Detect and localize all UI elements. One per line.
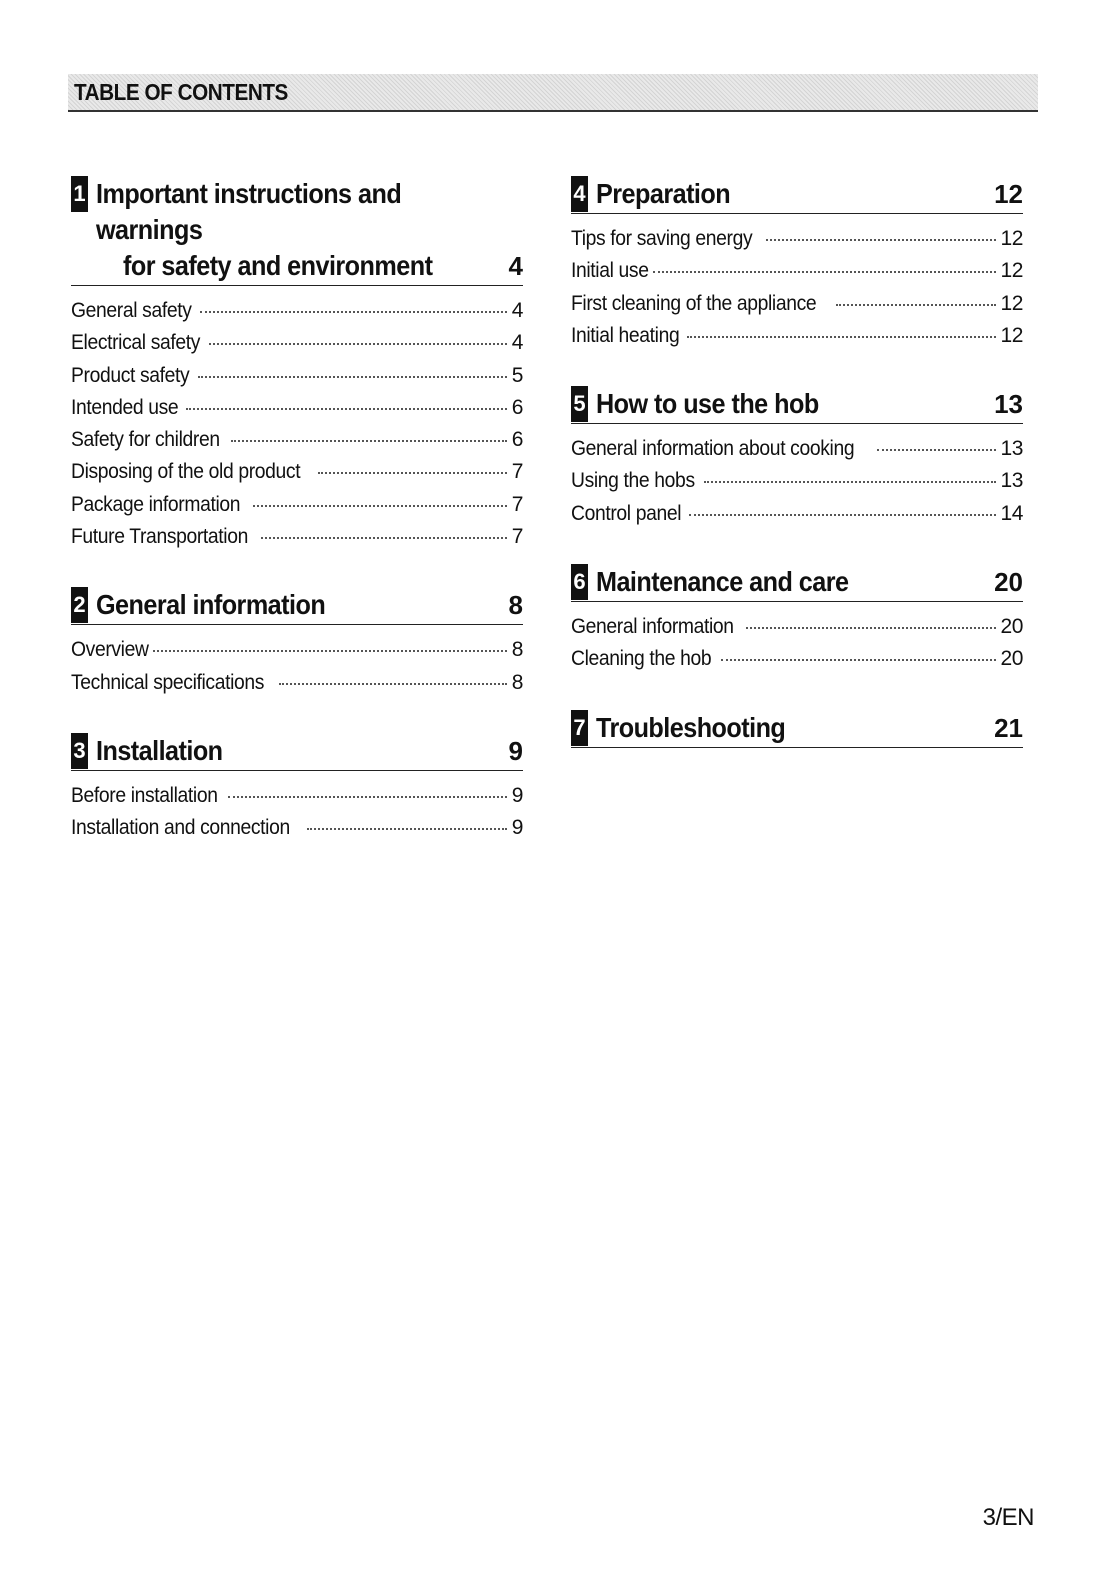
toc-entry-page: 12 <box>1000 291 1023 315</box>
dot-leader <box>689 514 997 516</box>
section-page-number: 20 <box>994 567 1023 598</box>
toc-entry[interactable] <box>71 816 523 848</box>
section-title <box>596 176 954 212</box>
toc-entry-page: 9 <box>511 783 523 807</box>
toc-section-1 <box>71 176 523 557</box>
dot-leader <box>746 627 997 629</box>
dot-leader <box>307 828 507 830</box>
section-title <box>596 386 954 422</box>
page-number: 3/EN <box>982 1504 1034 1531</box>
toc-entry[interactable] <box>571 437 1023 469</box>
toc-section-7 <box>571 710 1023 748</box>
toc-entry-page: 12 <box>1000 323 1023 347</box>
toc-entry-page: 13 <box>1000 469 1023 493</box>
toc-entry-label: Intended use <box>71 395 179 419</box>
toc-entry-label: Electrical safety <box>71 331 201 355</box>
toc-entry-page: 20 <box>1000 647 1023 671</box>
toc-entry[interactable] <box>571 647 1023 679</box>
toc-section-6 <box>571 564 1023 680</box>
toc-entry[interactable] <box>71 364 523 396</box>
toc-entry-page: 7 <box>511 492 523 516</box>
toc-entry-page: 8 <box>511 670 523 694</box>
section-number-badge: 6 <box>571 564 588 600</box>
toc-column-left <box>71 176 523 879</box>
toc-entry-label: Future Transportation <box>71 525 248 549</box>
toc-entry-page: 9 <box>511 816 523 840</box>
toc-section-4 <box>571 176 1023 356</box>
dot-leader <box>721 659 996 661</box>
section-title <box>96 587 467 623</box>
toc-entry[interactable] <box>71 396 523 428</box>
toc-entry-page: 12 <box>1000 227 1023 250</box>
toc-section-2 <box>71 587 523 703</box>
toc-entry[interactable] <box>571 324 1023 356</box>
dot-leader <box>200 311 507 313</box>
dot-leader <box>653 271 996 273</box>
dot-leader <box>836 304 997 306</box>
dot-leader <box>198 376 507 378</box>
dot-leader <box>318 472 507 474</box>
section-heading[interactable] <box>71 733 523 771</box>
toc-entry[interactable] <box>71 671 523 703</box>
toc-entry-page: 7 <box>511 460 523 484</box>
section-title-line1: Preparation <box>596 178 731 209</box>
toc-entry[interactable] <box>571 615 1023 647</box>
dot-leader <box>209 343 507 345</box>
toc-entry-page: 7 <box>511 525 523 549</box>
dot-leader <box>279 683 507 685</box>
section-title <box>596 564 954 600</box>
section-number-badge: 4 <box>571 176 588 212</box>
toc-entry-label: First cleaning of the appliance <box>571 291 817 315</box>
toc-entry-label: General information <box>571 615 734 639</box>
toc-entry-label: Disposing of the old product <box>71 460 301 484</box>
toc-entry[interactable] <box>571 259 1023 291</box>
toc-entry[interactable] <box>71 299 523 331</box>
toc-entry-label: Product safety <box>71 363 190 387</box>
toc-entry-label: Safety for children <box>71 428 220 452</box>
toc-entry-label: Initial use <box>571 259 649 283</box>
section-number-badge: 1 <box>71 176 88 212</box>
toc-entry-page: 4 <box>511 331 523 355</box>
toc-entry-label: Tips for saving energy <box>571 227 753 250</box>
section-title <box>96 733 467 769</box>
section-heading[interactable] <box>571 710 1023 748</box>
dot-leader <box>687 336 997 338</box>
toc-entry-label: General safety <box>71 299 192 322</box>
toc-entry[interactable] <box>71 428 523 460</box>
section-page-number: 8 <box>508 590 523 621</box>
dot-leader <box>704 481 997 483</box>
toc-entry[interactable] <box>71 784 523 816</box>
section-number-badge: 5 <box>571 386 588 422</box>
section-heading[interactable] <box>71 176 523 286</box>
toc-entry-page: 12 <box>1000 259 1023 283</box>
toc-entry-label: Cleaning the hob <box>571 647 712 671</box>
toc-section-3 <box>71 733 523 849</box>
dot-leader <box>766 239 996 241</box>
section-page-number: 9 <box>508 735 523 766</box>
toc-entry[interactable] <box>71 493 523 525</box>
toc-entry-page: 13 <box>1000 437 1023 461</box>
toc-entry[interactable] <box>571 469 1023 501</box>
dot-leader <box>228 796 507 798</box>
toc-entry-label: Before installation <box>71 783 218 807</box>
section-number-badge: 3 <box>71 733 88 769</box>
section-title-line1: Important instructions and warnings <box>96 178 402 245</box>
toc-entry-label: Initial heating <box>571 323 680 347</box>
section-number-badge: 7 <box>571 710 588 746</box>
section-page-number: 21 <box>994 712 1023 743</box>
toc-header-bar <box>68 74 1038 112</box>
toc-entry[interactable] <box>71 460 523 492</box>
toc-entry-page: 6 <box>511 395 523 419</box>
toc-entry-label: General information about cooking <box>571 437 855 461</box>
section-page-number: 12 <box>994 179 1023 209</box>
section-heading[interactable] <box>71 587 523 625</box>
toc-entry-page: 8 <box>511 638 523 662</box>
section-title-line1: How to use the hob <box>596 388 819 420</box>
toc-entry-page: 6 <box>511 428 523 452</box>
dot-leader <box>253 505 507 507</box>
section-page-number: 4 <box>508 251 523 281</box>
toc-entry-label: Using the hobs <box>571 469 695 493</box>
section-title-line1: General information <box>96 589 326 621</box>
toc-entry-label: Control panel <box>571 501 682 525</box>
toc-entry-page: 14 <box>1000 501 1023 525</box>
toc-entry-label: Overview <box>71 638 149 662</box>
toc-entry[interactable] <box>571 227 1023 259</box>
toc-entry-label: Technical specifications <box>71 670 265 694</box>
toc-entry[interactable] <box>571 502 1023 534</box>
section-page-number: 13 <box>994 389 1023 420</box>
section-heading[interactable] <box>571 564 1023 602</box>
dot-leader <box>877 449 997 451</box>
toc-entry-page: 20 <box>1000 615 1023 639</box>
toc-entry[interactable] <box>571 292 1023 324</box>
section-number-badge: 2 <box>71 587 88 623</box>
section-title-line1: Maintenance and care <box>596 566 849 598</box>
section-title-line1: Troubleshooting <box>596 711 786 743</box>
toc-entry[interactable] <box>71 525 523 557</box>
toc-section-5 <box>571 386 1023 534</box>
section-title <box>596 710 954 746</box>
dot-leader <box>153 650 507 652</box>
section-title <box>96 176 467 284</box>
section-title-line1: Installation <box>96 734 223 766</box>
dot-leader <box>261 537 507 539</box>
toc-entry[interactable] <box>71 638 523 670</box>
toc-entry-page: 5 <box>511 363 523 387</box>
toc-entry[interactable] <box>71 331 523 363</box>
toc-column-right <box>571 176 1023 778</box>
page-title: TABLE OF CONTENTS <box>74 79 288 105</box>
toc-entry-label: Package information <box>71 492 241 516</box>
toc-entry-label: Installation and connection <box>71 816 290 840</box>
dot-leader <box>231 440 507 442</box>
dot-leader <box>186 408 507 410</box>
section-title-line2: for safety and environment <box>123 250 433 281</box>
section-heading[interactable] <box>571 386 1023 424</box>
section-heading[interactable] <box>571 176 1023 214</box>
toc-entry-page: 4 <box>511 299 523 322</box>
